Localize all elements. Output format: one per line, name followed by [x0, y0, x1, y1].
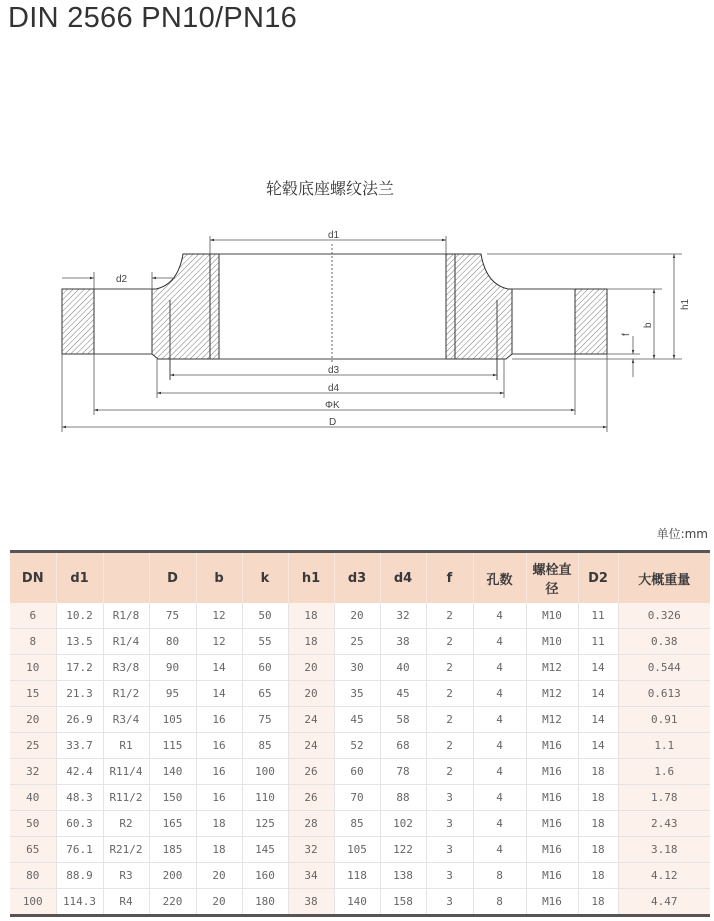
cell-f: 3 — [426, 811, 473, 837]
cell-h1: 18 — [288, 603, 334, 629]
cell-d1: 48.3 — [56, 785, 103, 811]
cell-d1: 60.3 — [56, 811, 103, 837]
table-row — [10, 837, 710, 863]
cell-f: 2 — [426, 759, 473, 785]
cell-thread: R3 — [103, 863, 149, 889]
table-row — [10, 655, 710, 681]
cell-k: 60 — [242, 655, 288, 681]
diagram-title: 轮毂底座螺纹法兰 — [265, 179, 394, 198]
cell-bolt-size: M12 — [526, 707, 578, 733]
cell-weight: 1.1 — [618, 733, 710, 759]
cell-thread: R11/4 — [103, 759, 149, 785]
cell-h1: 28 — [288, 811, 334, 837]
cell-b: 16 — [196, 759, 242, 785]
cell-dn: 15 — [10, 681, 56, 707]
cell-h1: 26 — [288, 785, 334, 811]
cell-D2: 14 — [578, 733, 618, 759]
cell-d4: 58 — [380, 707, 426, 733]
cell-holes: 4 — [473, 707, 526, 733]
cell-b: 16 — [196, 785, 242, 811]
cell-dn: 10 — [10, 655, 56, 681]
cell-weight: 1.6 — [618, 759, 710, 785]
col-header-D2: D2 — [578, 552, 618, 604]
cell-dn: 100 — [10, 889, 56, 916]
cell-f: 2 — [426, 707, 473, 733]
cell-h1: 38 — [288, 889, 334, 916]
cell-dn: 50 — [10, 811, 56, 837]
cell-thread: R3/4 — [103, 707, 149, 733]
col-header-bolt-size: 螺栓直径 — [526, 552, 578, 604]
cell-dn: 65 — [10, 837, 56, 863]
cell-D2: 18 — [578, 811, 618, 837]
table-body — [10, 603, 710, 916]
cell-h1: 34 — [288, 863, 334, 889]
cell-d4: 45 — [380, 681, 426, 707]
label-d3: d3 — [328, 365, 340, 376]
table-row — [10, 733, 710, 759]
cell-d1: 21.3 — [56, 681, 103, 707]
cell-D: 115 — [149, 733, 196, 759]
cell-bolt-size: M16 — [526, 889, 578, 916]
cell-f: 3 — [426, 785, 473, 811]
cell-h1: 18 — [288, 629, 334, 655]
cell-k: 180 — [242, 889, 288, 916]
cell-d1: 114.3 — [56, 889, 103, 916]
cell-d1: 33.7 — [56, 733, 103, 759]
cell-d1: 10.2 — [56, 603, 103, 629]
cell-weight: 3.18 — [618, 837, 710, 863]
cell-k: 50 — [242, 603, 288, 629]
cell-b: 20 — [196, 889, 242, 916]
cell-b: 16 — [196, 707, 242, 733]
flange-spec-table — [10, 550, 710, 917]
label-d4: d4 — [328, 383, 340, 394]
cell-b: 16 — [196, 733, 242, 759]
cell-holes: 4 — [473, 759, 526, 785]
label-f: f — [621, 333, 632, 336]
cell-b: 14 — [196, 655, 242, 681]
cell-holes: 4 — [473, 785, 526, 811]
cell-d3: 45 — [334, 707, 380, 733]
label-d2: d2 — [116, 274, 128, 285]
page-title: DIN 2566 PN10/PN16 — [8, 2, 298, 34]
table-row — [10, 811, 710, 837]
cell-k: 55 — [242, 629, 288, 655]
col-header-d3: d3 — [334, 552, 380, 604]
col-header-weight: 大概重量 — [618, 552, 710, 604]
cell-d4: 138 — [380, 863, 426, 889]
table-row — [10, 759, 710, 785]
cell-d1: 26.9 — [56, 707, 103, 733]
cell-thread: R2 — [103, 811, 149, 837]
cell-D: 165 — [149, 811, 196, 837]
cell-d1: 42.4 — [56, 759, 103, 785]
col-header-thread — [103, 552, 149, 604]
cell-dn: 8 — [10, 629, 56, 655]
cell-holes: 8 — [473, 889, 526, 916]
cell-D: 185 — [149, 837, 196, 863]
table-row — [10, 707, 710, 733]
cell-d4: 38 — [380, 629, 426, 655]
cell-D2: 18 — [578, 785, 618, 811]
cell-weight: 0.613 — [618, 681, 710, 707]
cell-holes: 8 — [473, 863, 526, 889]
cell-bolt-size: M16 — [526, 759, 578, 785]
cell-d3: 118 — [334, 863, 380, 889]
cell-d4: 122 — [380, 837, 426, 863]
cell-h1: 24 — [288, 733, 334, 759]
label-d1: d1 — [328, 230, 340, 241]
col-header-holes: 孔数 — [473, 552, 526, 604]
flange-body — [62, 254, 607, 359]
cell-weight: 4.12 — [618, 863, 710, 889]
cell-dn: 32 — [10, 759, 56, 785]
cell-D2: 18 — [578, 863, 618, 889]
cell-f: 3 — [426, 863, 473, 889]
cell-d1: 17.2 — [56, 655, 103, 681]
cell-holes: 4 — [473, 733, 526, 759]
cell-weight: 4.47 — [618, 889, 710, 916]
cell-d3: 85 — [334, 811, 380, 837]
table-row — [10, 681, 710, 707]
cell-D2: 11 — [578, 629, 618, 655]
cell-D2: 11 — [578, 603, 618, 629]
cell-dn: 25 — [10, 733, 56, 759]
cell-k: 100 — [242, 759, 288, 785]
cell-D: 140 — [149, 759, 196, 785]
cell-bolt-size: M10 — [526, 603, 578, 629]
table-header-row — [10, 552, 710, 604]
cell-d3: 140 — [334, 889, 380, 916]
col-header-h1: h1 — [288, 552, 334, 604]
cell-d3: 52 — [334, 733, 380, 759]
cell-dn: 80 — [10, 863, 56, 889]
cell-dn: 40 — [10, 785, 56, 811]
cell-bolt-size: M16 — [526, 863, 578, 889]
cell-D: 105 — [149, 707, 196, 733]
cell-weight: 1.78 — [618, 785, 710, 811]
table-row — [10, 863, 710, 889]
col-header-d1: d1 — [56, 552, 103, 604]
cell-D2: 18 — [578, 837, 618, 863]
cell-d1: 13.5 — [56, 629, 103, 655]
cell-D2: 18 — [578, 759, 618, 785]
cell-thread: R1/2 — [103, 681, 149, 707]
cell-b: 18 — [196, 837, 242, 863]
table-row — [10, 889, 710, 916]
cell-d4: 78 — [380, 759, 426, 785]
table-row — [10, 629, 710, 655]
cell-D: 75 — [149, 603, 196, 629]
col-header-k: k — [242, 552, 288, 604]
cell-d3: 70 — [334, 785, 380, 811]
label-h1: h1 — [680, 298, 691, 310]
cell-d4: 102 — [380, 811, 426, 837]
cell-f: 3 — [426, 889, 473, 916]
cell-b: 18 — [196, 811, 242, 837]
cell-dn: 6 — [10, 603, 56, 629]
cell-h1: 20 — [288, 681, 334, 707]
cell-thread: R3/8 — [103, 655, 149, 681]
cell-d1: 88.9 — [56, 863, 103, 889]
cell-holes: 4 — [473, 837, 526, 863]
unit-label: 单位:mm — [656, 527, 708, 541]
cell-holes: 4 — [473, 603, 526, 629]
cell-d4: 40 — [380, 655, 426, 681]
cell-thread: R1 — [103, 733, 149, 759]
cell-f: 2 — [426, 681, 473, 707]
cell-thread: R1/8 — [103, 603, 149, 629]
cell-D: 80 — [149, 629, 196, 655]
cell-thread: R1/4 — [103, 629, 149, 655]
cell-f: 2 — [426, 733, 473, 759]
label-k: ΦK — [325, 400, 340, 411]
cell-weight: 0.544 — [618, 655, 710, 681]
col-header-D: D — [149, 552, 196, 604]
flange-cross-section-diagram — [0, 220, 714, 440]
table-row — [10, 603, 710, 629]
cell-bolt-size: M16 — [526, 837, 578, 863]
col-header-d4: d4 — [380, 552, 426, 604]
cell-weight: 0.326 — [618, 603, 710, 629]
cell-holes: 4 — [473, 811, 526, 837]
cell-D: 90 — [149, 655, 196, 681]
cell-bolt-size: M16 — [526, 811, 578, 837]
label-D: D — [329, 417, 337, 428]
cell-bolt-size: M16 — [526, 733, 578, 759]
cell-d4: 32 — [380, 603, 426, 629]
cell-holes: 4 — [473, 629, 526, 655]
cell-d3: 20 — [334, 603, 380, 629]
label-b: b — [643, 322, 654, 328]
cell-h1: 20 — [288, 655, 334, 681]
cell-k: 65 — [242, 681, 288, 707]
cell-h1: 32 — [288, 837, 334, 863]
cell-thread: R21/2 — [103, 837, 149, 863]
cell-D: 200 — [149, 863, 196, 889]
col-header-f: f — [426, 552, 473, 604]
cell-D2: 14 — [578, 707, 618, 733]
cell-f: 3 — [426, 837, 473, 863]
cell-weight: 0.91 — [618, 707, 710, 733]
cell-D: 95 — [149, 681, 196, 707]
cell-d3: 35 — [334, 681, 380, 707]
cell-f: 2 — [426, 629, 473, 655]
cell-bolt-size: M12 — [526, 681, 578, 707]
cell-k: 125 — [242, 811, 288, 837]
cell-d3: 30 — [334, 655, 380, 681]
cell-k: 145 — [242, 837, 288, 863]
col-header-b: b — [196, 552, 242, 604]
cell-b: 12 — [196, 603, 242, 629]
cell-d1: 76.1 — [56, 837, 103, 863]
table-row — [10, 785, 710, 811]
cell-thread: R11/2 — [103, 785, 149, 811]
cell-b: 14 — [196, 681, 242, 707]
cell-k: 110 — [242, 785, 288, 811]
cell-k: 85 — [242, 733, 288, 759]
cell-h1: 26 — [288, 759, 334, 785]
col-header-dn: DN — [10, 552, 56, 604]
cell-d3: 60 — [334, 759, 380, 785]
cell-f: 2 — [426, 655, 473, 681]
cell-holes: 4 — [473, 655, 526, 681]
cell-holes: 4 — [473, 681, 526, 707]
cell-bolt-size: M16 — [526, 785, 578, 811]
cell-b: 20 — [196, 863, 242, 889]
cell-d4: 68 — [380, 733, 426, 759]
cell-weight: 0.38 — [618, 629, 710, 655]
cell-weight: 2.43 — [618, 811, 710, 837]
cell-bolt-size: M10 — [526, 629, 578, 655]
cell-D2: 14 — [578, 655, 618, 681]
cell-D: 150 — [149, 785, 196, 811]
cell-dn: 20 — [10, 707, 56, 733]
cell-D2: 18 — [578, 889, 618, 916]
cell-h1: 24 — [288, 707, 334, 733]
cell-k: 160 — [242, 863, 288, 889]
cell-k: 75 — [242, 707, 288, 733]
cell-f: 2 — [426, 603, 473, 629]
cell-d3: 25 — [334, 629, 380, 655]
cell-D: 220 — [149, 889, 196, 916]
cell-d3: 105 — [334, 837, 380, 863]
cell-thread: R4 — [103, 889, 149, 916]
cell-bolt-size: M12 — [526, 655, 578, 681]
cell-b: 12 — [196, 629, 242, 655]
cell-D2: 14 — [578, 681, 618, 707]
cell-d4: 158 — [380, 889, 426, 916]
cell-d4: 88 — [380, 785, 426, 811]
